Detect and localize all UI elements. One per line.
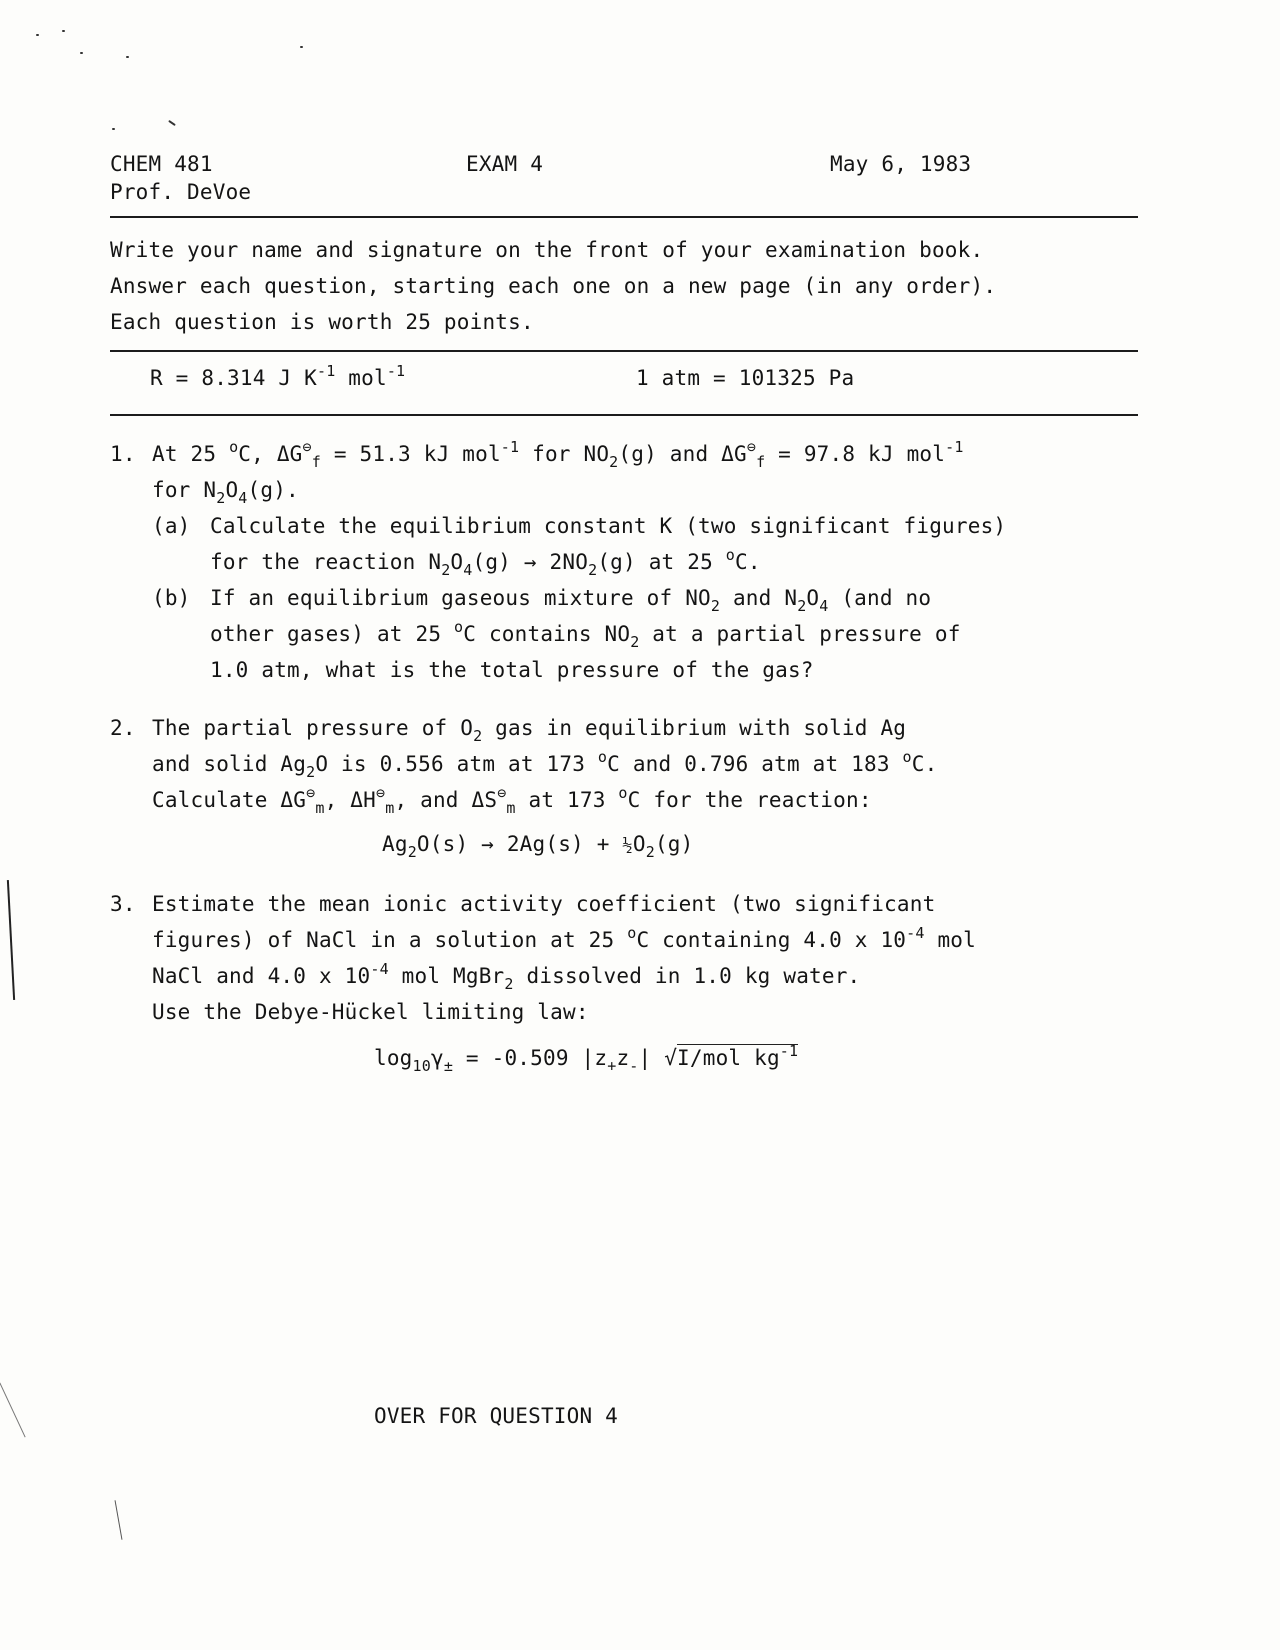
header-divider — [110, 216, 1138, 218]
constants-bottom-divider — [110, 414, 1138, 416]
atm-conversion: 1 atm = 101325 Pa — [636, 366, 855, 390]
question-3-line: NaCl and 4.0 x $10^{-4}$ mol MgBr$_2$ dissolved in 1.0 kg water. — [152, 960, 861, 993]
gas-constant: R = 8.314 J $K^{-1}$ mol$^{-1}$ — [150, 362, 406, 390]
question-1-line: At 25 $^o$C, $\Delta G^⊖_f = 51.3$ kJ mol$^{-1}$ for $NO_2(g)$ and $\Delta G^⊖_f = 97.8$ kJ mol$^{-1}$ — [152, 438, 964, 471]
question-1-number: 1. — [110, 442, 136, 466]
scan-speck — [112, 128, 115, 130]
course-code: CHEM 481 — [110, 152, 213, 176]
question-3-line: figures) of NaCl in a solution at 25 $^o$C containing 4.0 x $10^{-4}$ mol — [152, 924, 976, 952]
question-2-line: Calculate $\Delta G^⊖_m$, $\Delta H^⊖_m$, and $\Delta S^⊖_m$ at 173 $^o$C for the reaction: — [152, 784, 872, 817]
question-2-line: and solid $Ag_2O$ is 0.556 atm at 173 $^o$C and 0.796 atm at 183 $^o$C. — [152, 748, 938, 781]
question-3-line: Use the Debye-Hückel limiting law: — [152, 1000, 589, 1024]
footer-note: OVER FOR QUESTION 4 — [374, 1404, 619, 1428]
scan-speck — [168, 120, 176, 126]
constants-top-divider — [110, 350, 1138, 352]
part-a-line: Calculate the equilibrium constant K (two significant figures) — [210, 514, 1007, 538]
scan-speck — [300, 46, 303, 48]
question-2-equation: $Ag_2O(s) \to 2Ag(s)$ + $\frac{1}{2}O_2(g)$ — [382, 832, 694, 861]
part-b-label: (b) — [152, 586, 191, 610]
professor-name: Prof. DeVoe — [110, 180, 252, 204]
question-3-number: 3. — [110, 892, 136, 916]
exam-title: EXAM 4 — [466, 152, 544, 176]
scan-speck — [62, 30, 65, 32]
part-a-label: (a) — [152, 514, 191, 538]
scan-speck — [80, 52, 83, 54]
question-3-line: Estimate the mean ionic activity coefficient (two significant — [152, 892, 936, 916]
part-a-line: for the reaction $N_2O_4(g) \to 2NO_2(g)$ at 25 $^o$C. — [210, 546, 761, 579]
debye-huckel-equation: $\log_{10}\gamma_\pm = -0.509$ $|z_+z_-|$ √I/mol $kg^{-1}$ — [374, 1042, 799, 1075]
exam-date: May 6, 1983 — [830, 152, 972, 176]
instruction-line: Write your name and signature on the front of your examination book. — [110, 238, 984, 262]
part-b-line: other gases) at 25 $^o$C contains $NO_2$ at a partial pressure of — [210, 618, 961, 651]
instruction-line: Each question is worth 25 points. — [110, 310, 534, 334]
scan-edge-mark — [115, 1500, 123, 1540]
scan-edge-mark — [0, 1383, 26, 1438]
scan-speck — [126, 56, 129, 58]
instruction-line: Answer each question, starting each one on a new page (in any order). — [110, 274, 997, 298]
scan-edge-mark — [7, 880, 15, 1000]
scan-speck — [36, 34, 39, 36]
part-b-line: 1.0 atm, what is the total pressure of the gas? — [210, 658, 814, 682]
question-1-line: for $N_2O_4(g)$. — [152, 478, 299, 507]
question-2-number: 2. — [110, 716, 136, 740]
question-2-line: The partial pressure of $O_2$ gas in equilibrium with solid Ag — [152, 716, 907, 745]
part-b-line: If an equilibrium gaseous mixture of $NO_2$ and $N_2O_4$ (and no — [210, 586, 932, 615]
